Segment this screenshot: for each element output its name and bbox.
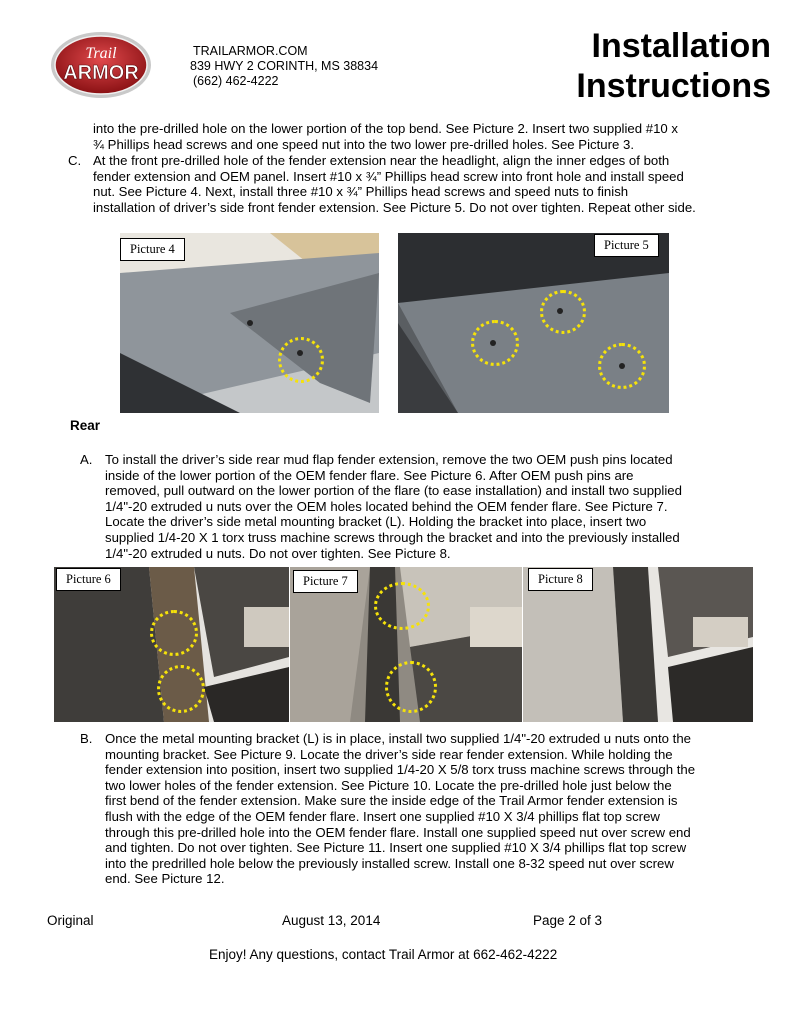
step-c-paragraph: C. At the front pre-drilled hole of the fender extension near the headlight, align the inner edges of both fender extension and OEM panel. Insert #10 x ¾” Phillips head screw into front hole and install speed nut. See Picture 4. Next, install three #10 x ¾” Phillips head screws and speed nuts to finish installation of driver’s side front fender extension. See Picture 5. Do not over tighten. Repeat other side. bbox=[68, 153, 696, 215]
step-c-marker: C. bbox=[68, 153, 82, 168]
step-a-marker: A. bbox=[80, 452, 93, 467]
picture-8-caption: Picture 8 bbox=[528, 568, 593, 591]
footer-contact: Enjoy! Any questions, contact Trail Armor at 662-462-4222 bbox=[209, 947, 558, 962]
svg-text:Trail: Trail bbox=[85, 45, 117, 62]
picture-4-caption: Picture 4 bbox=[120, 238, 185, 261]
company-address: 839 HWY 2 CORINTH, MS 38834 bbox=[190, 59, 379, 73]
picture-7-caption: Picture 7 bbox=[293, 570, 358, 593]
page-title: Installation Instructions bbox=[576, 27, 771, 105]
rear-heading: Rear bbox=[70, 418, 101, 433]
highlight-circle bbox=[598, 343, 646, 389]
picture-6-caption: Picture 6 bbox=[56, 568, 121, 591]
step-b-paragraph: B. Once the metal mounting bracket (L) is in place, install two supplied 1/4"-20 extruded u nuts onto the mounting bracket. See Picture 9. Locate the driver’s side rear fender extension. While holding the fender extension into position, insert two supplied 1/4-20 X 5/8 torx truss machine screws through the two lower holes of the fender extension. See Picture 10. Locate the pre-drilled hole just below the first bend of the fender extension. Make sure the inside edge of the Trail Armor fender extension is flush with the edge of the OEM fender flare. Insert one supplied #10 X 3/4 phillips flat top screw through this pre-drilled hole into the OEM fender flare. Install one supplied speed nut over screw end and tighten. Do not over tighten. See Picture 11. Insert one supplied #10 X 3/4 phillips flat top screw into the predrilled hole below the previously installed screw. Install one 8-32 speed nut over screw end. See Picture 12. bbox=[80, 731, 696, 887]
picture-4-photo bbox=[120, 233, 379, 413]
footer-date: August 13, 2014 bbox=[282, 913, 381, 928]
highlight-circle bbox=[385, 661, 437, 713]
picture-5-photo bbox=[398, 233, 669, 413]
trail-armor-logo bbox=[50, 30, 152, 100]
picture-8-photo bbox=[523, 567, 753, 722]
company-phone: (662) 462-4222 bbox=[193, 74, 279, 88]
step-b-marker: B. bbox=[80, 731, 93, 746]
picture-7-photo bbox=[290, 567, 522, 722]
highlight-circle bbox=[157, 665, 205, 713]
highlight-circle bbox=[471, 320, 519, 366]
svg-text:ARMOR: ARMOR bbox=[63, 62, 139, 84]
step-a-paragraph: A. To install the driver’s side rear mud flap fender extension, remove the two OEM push pins located inside of the lower portion of the OEM fender flare. See Picture 6. After OEM push pins are removed, pull outward on the lower portion of the flare (to ease installation) and install two supplied 1/4"-20 extruded u nuts over the OEM holes located behind the OEM fender flare. See Picture 7. Locate the driver’s side metal mounting bracket (L). Holding the bracket into place, insert two supplied 1/4-20 X 1 torx truss machine screws through the bracket and into the previously installed 1/4"-20 extruded u nuts. Do not over tighten. See Picture 8. bbox=[80, 452, 682, 561]
highlight-circle bbox=[374, 582, 430, 630]
footer-original: Original bbox=[47, 913, 94, 928]
highlight-circle bbox=[278, 337, 324, 383]
picture-5-caption: Picture 5 bbox=[594, 234, 659, 257]
highlight-circle bbox=[150, 610, 198, 656]
company-website: TRAILARMOR.COM bbox=[193, 44, 308, 58]
company-info bbox=[190, 44, 378, 89]
picture-6-photo bbox=[54, 567, 289, 722]
highlight-circle bbox=[540, 290, 586, 334]
footer-page-number: Page 2 of 3 bbox=[533, 913, 603, 928]
continuation-paragraph: into the pre-drilled hole on the lower portion of the top bend. See Picture 2. Insert two supplied #10 x ¾ Phillips head screws and one speed nut into the two lower pre-drilled holes. See Picture 3. bbox=[93, 121, 679, 152]
